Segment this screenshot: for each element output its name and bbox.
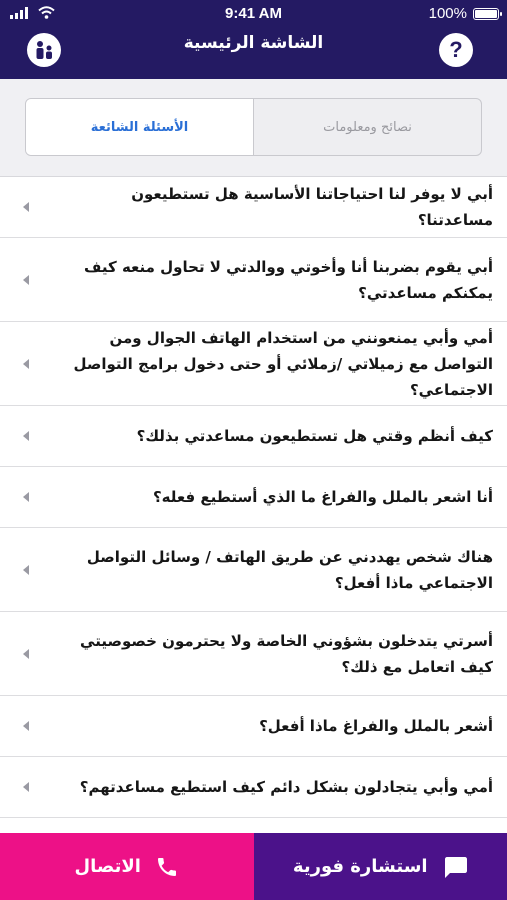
faq-question: أشعر بالملل والفراغ ماذا أفعل؟ [259,717,493,735]
family-icon [33,40,55,60]
chat-icon [442,855,468,879]
chevron-left-icon [23,431,29,441]
status-bar [0,0,507,28]
chevron-left-icon [23,359,29,369]
faq-item[interactable] [0,612,507,696]
faq-item[interactable] [0,757,507,818]
tab-faq[interactable]: الأسئلة الشائعة [26,99,254,155]
faq-item[interactable] [0,467,507,528]
phone-icon [155,855,179,879]
faq-question: أمي وأبي يمنعونني من استخدام الهاتف الجوال ومن التواصل مع زميلاتي /زملائي أو حتى دخول برامج التواصل الاجتماعي؟ [73,328,493,399]
instant-consultation-button[interactable] [254,833,507,900]
chevron-left-icon [23,492,29,502]
bottom-action-bar [0,833,507,900]
chevron-left-icon [23,721,29,731]
chevron-left-icon [23,565,29,575]
consult-label: استشارة فورية [292,856,428,877]
battery-group [429,5,499,22]
chevron-left-icon [23,202,29,212]
faq-question: أبي لا يوفر لنا احتياجاتنا الأساسية هل تستطيعون مساعدتنا؟ [131,185,493,229]
chevron-left-icon [23,782,29,792]
family-button[interactable] [27,33,61,67]
chevron-left-icon [23,649,29,659]
faq-item[interactable] [0,528,507,612]
faq-item[interactable] [0,177,507,238]
battery-percent: 100% [428,5,467,22]
faq-question: أبي يقوم بضربنا أنا وأخوتي ووالدتي لا تحاول منعه كيف يمكنكم مساعدتي؟ [84,257,493,302]
faq-question: هناك شخص يهددني عن طريق الهاتف / وسائل التواصل الاجتماعي ماذا أفعل؟ [86,547,493,592]
faq-question: أمي وأبي يتجادلون بشكل دائم كيف استطيع مساعدتهم؟ [79,778,493,796]
help-button[interactable] [439,33,473,67]
faq-question: كيف أنظم وقتي هل تستطيعون مساعدتي بذلك؟ [136,427,493,445]
faq-item[interactable] [0,406,507,467]
faq-question: أنا اشعر بالملل والفراغ ما الذي أستطيع فعله؟ [152,488,493,506]
faq-item[interactable] [0,238,507,322]
segmented-control [25,98,482,156]
tabs-area [0,79,507,177]
faq-question: أسرتي يتدخلون بشؤوني الخاصة ولا يحترمون خصوصيتي كيف اتعامل مع ذلك؟ [80,631,493,676]
faq-item[interactable] [0,322,507,406]
tab-tips[interactable]: نصائح ومعلومات [323,119,412,135]
call-label: الاتصال [74,856,141,877]
call-button[interactable] [0,833,254,900]
app-header [0,0,507,79]
faq-list [0,177,507,833]
chevron-left-icon [23,275,29,285]
help-icon: ? [449,37,463,62]
page-title: الشاشة الرئيسية [183,33,324,53]
battery-icon [473,8,499,20]
status-time: 9:41 AM [225,5,282,22]
faq-item[interactable] [0,696,507,757]
